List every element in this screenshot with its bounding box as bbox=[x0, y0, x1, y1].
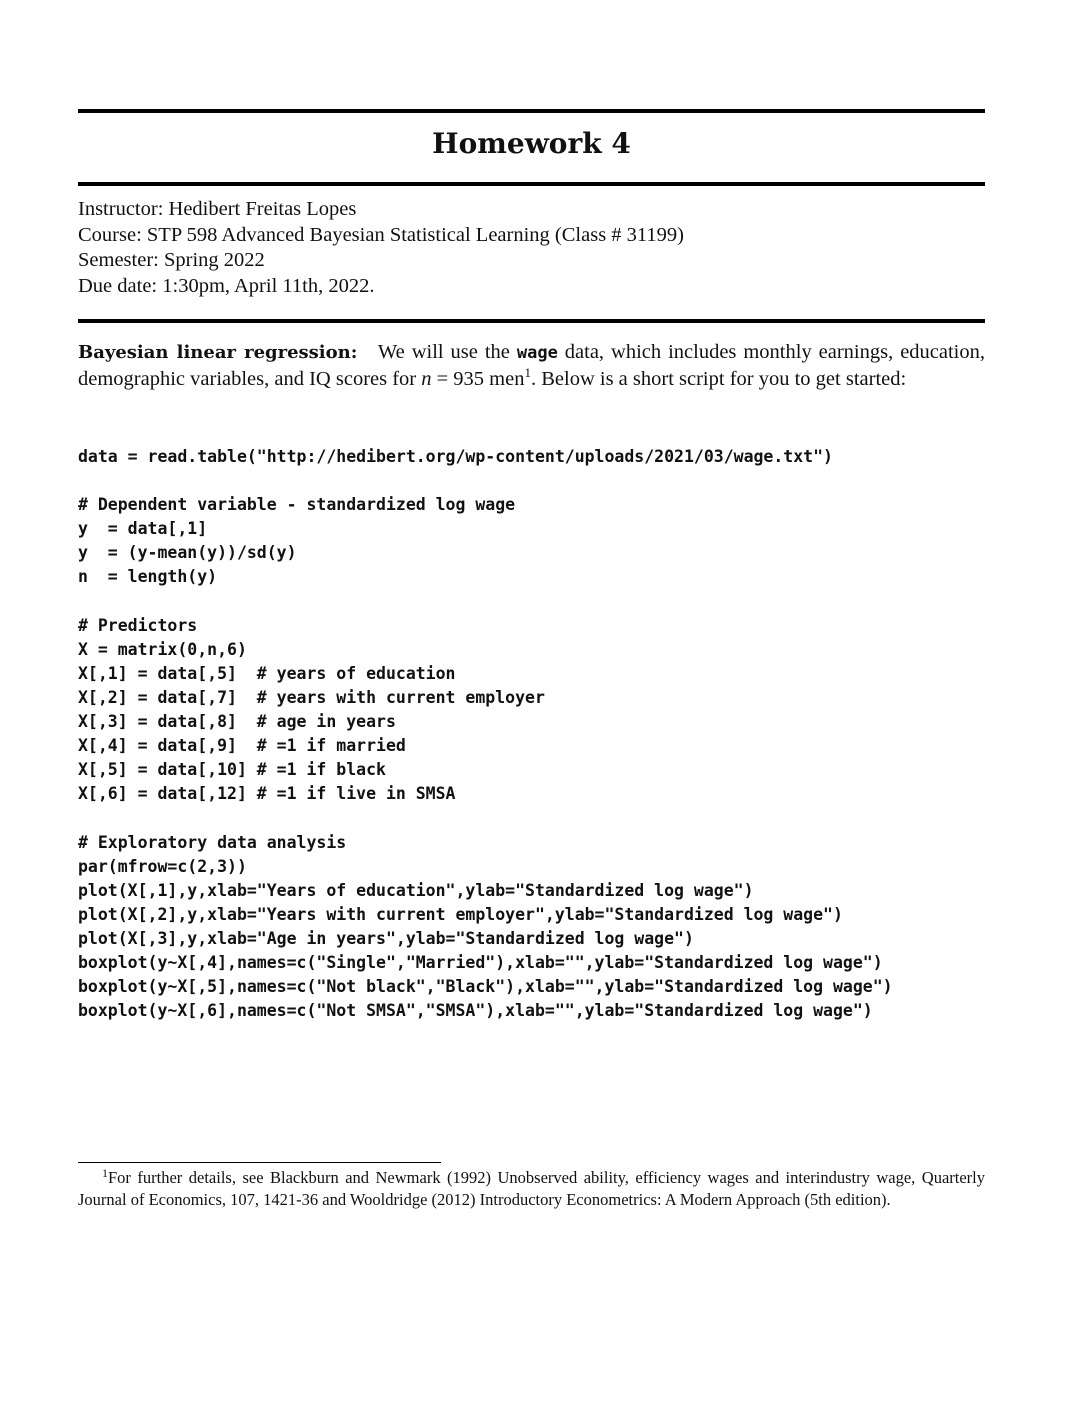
code-line: X[,3] = data[,8] # age in years bbox=[78, 712, 396, 732]
intro-text-1: We will use the bbox=[377, 341, 510, 363]
intro-text-3: . Below is a short script for you to get started: bbox=[530, 368, 907, 390]
title-rule bbox=[78, 182, 985, 186]
course-info bbox=[78, 197, 684, 300]
footnote-text: For further details, see Blackburn and Newmark (1992) Unobserved ability, efficiency wages and interindustry wage, Quarterly Journal of Economics, 107, 1421-36 and Wooldridge (2012) Introductory Econometrics: A Modern Approach (5th edition). bbox=[78, 1168, 985, 1209]
code-line: boxplot(y~X[,4],names=c("Single","Married"),xlab="",ylab="Standardized log wage") bbox=[78, 952, 883, 972]
code-line: # Exploratory data analysis bbox=[78, 832, 347, 852]
math-equation: = 935 men bbox=[436, 368, 525, 390]
section-rule bbox=[78, 319, 985, 323]
code-line bbox=[78, 590, 893, 614]
code-line: boxplot(y~X[,5],names=c("Not black","Black"),xlab="",ylab="Standardized log wage") bbox=[78, 977, 893, 997]
code-line: plot(X[,1],y,xlab="Years of education",ylab="Standardized log wage") bbox=[78, 880, 754, 900]
math-n: n bbox=[421, 368, 432, 390]
code-line bbox=[78, 806, 893, 830]
top-rule bbox=[78, 109, 985, 113]
document-page bbox=[78, 0, 985, 1408]
code-line: plot(X[,2],y,xlab="Years with current employer",ylab="Standardized log wage") bbox=[78, 904, 843, 924]
dataset-name: wage bbox=[516, 343, 558, 363]
code-line: # Dependent variable - standardized log wage bbox=[78, 495, 516, 515]
footnote-ref: 1 bbox=[524, 365, 531, 381]
problem-intro bbox=[78, 339, 985, 392]
section-heading: Bayesian linear regression: bbox=[78, 342, 358, 363]
code-line: X[,6] = data[,12] # =1 if live in SMSA bbox=[78, 784, 456, 804]
code-line: y = (y-mean(y))/sd(y) bbox=[78, 543, 297, 563]
code-line: X = matrix(0,n,6) bbox=[78, 639, 247, 659]
code-line: X[,1] = data[,5] # years of education bbox=[78, 663, 456, 683]
code-line: y = data[,1] bbox=[78, 519, 208, 539]
code-line: n = length(y) bbox=[78, 567, 218, 587]
code-line bbox=[78, 469, 893, 493]
semester-line: Semester: Spring 2022 bbox=[78, 249, 265, 272]
page-title: Homework 4 bbox=[432, 127, 631, 160]
footnote bbox=[78, 1167, 985, 1210]
course-line: Course: STP 598 Advanced Bayesian Statistical Learning (Class # 31199) bbox=[78, 223, 684, 246]
code-line: X[,4] = data[,9] # =1 if married bbox=[78, 736, 406, 756]
instructor-line: Instructor: Hedibert Freitas Lopes bbox=[78, 198, 357, 220]
footnote-rule bbox=[78, 1162, 441, 1163]
r-code-block bbox=[78, 445, 893, 1023]
code-line: X[,5] = data[,10] # =1 if black bbox=[78, 760, 386, 780]
code-line: par(mfrow=c(2,3)) bbox=[78, 856, 247, 876]
due-date-line: Due date: 1:30pm, April 11th, 2022. bbox=[78, 275, 375, 298]
code-line: plot(X[,3],y,xlab="Age in years",ylab="Standardized log wage") bbox=[78, 928, 694, 948]
code-line: boxplot(y~X[,6],names=c("Not SMSA","SMSA"),xlab="",ylab="Standardized log wage") bbox=[78, 1001, 873, 1021]
code-line: X[,2] = data[,7] # years with current employer bbox=[78, 687, 545, 707]
code-line: data = read.table("http://hedibert.org/wp-content/uploads/2021/03/wage.txt") bbox=[78, 447, 833, 466]
intro-text-2: data, which includes monthly earnings, education, demographic variables, and IQ scores for bbox=[78, 341, 986, 390]
code-line: # Predictors bbox=[78, 615, 198, 635]
footnote-mark: 1 bbox=[102, 1165, 108, 1180]
